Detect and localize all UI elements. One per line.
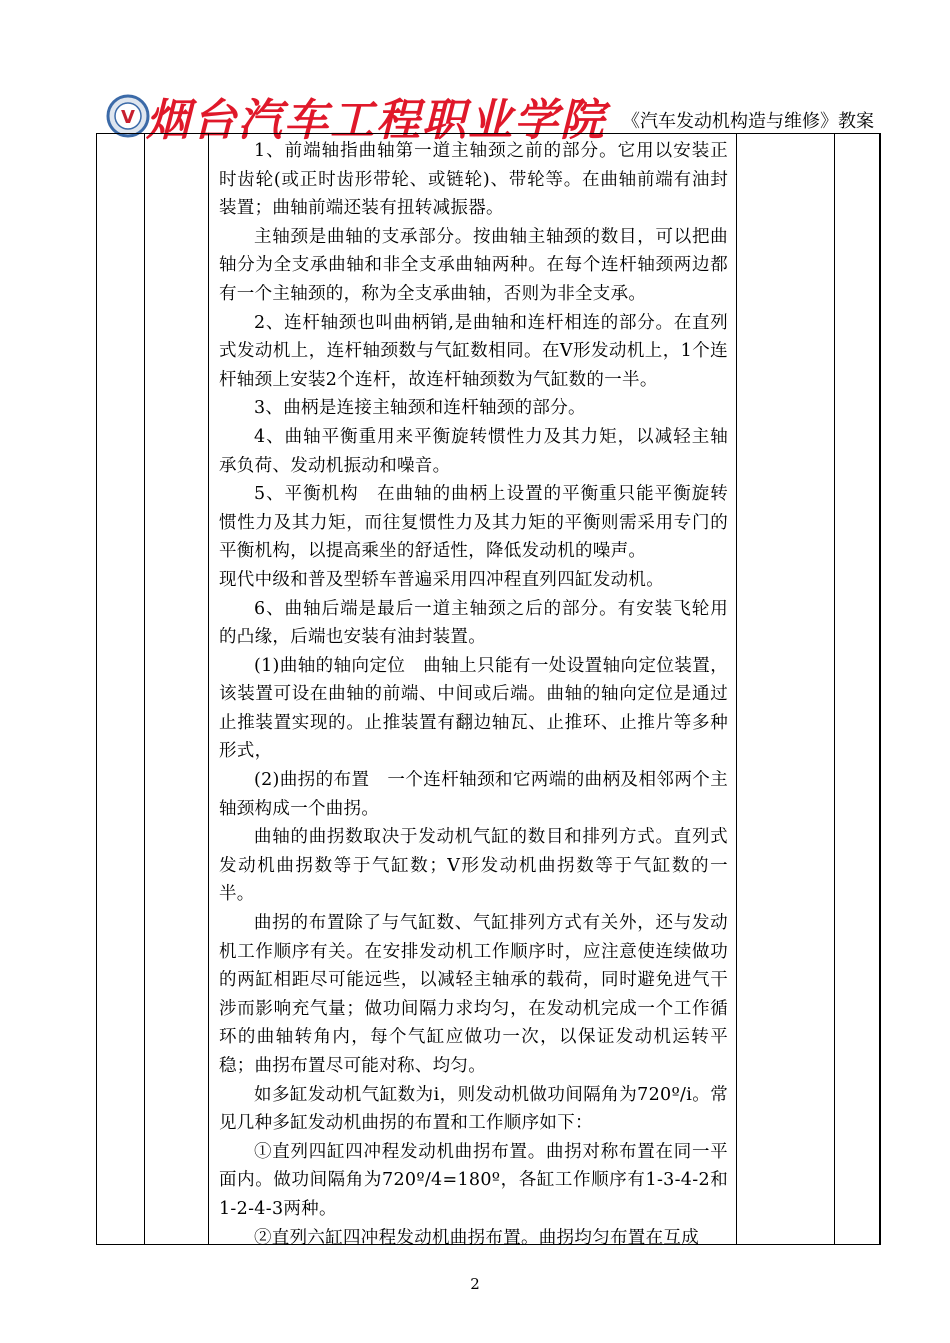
table-column-divider bbox=[736, 133, 737, 1245]
school-name-logo: 烟台汽车工程职业学院 bbox=[146, 95, 606, 146]
paragraph: 1、前端轴指曲轴第一道主轴颈之前的部分。它用以安装正时齿轮(或正时齿形带轮、或链轮)、带轮等。在曲轴前端有油封装置；曲轴前端还装有扭转减振器。 bbox=[219, 141, 728, 219]
paragraph: 6、曲轴后端是最后一道主轴颈之后的部分。有安装飞轮用的凸缘，后端也安装有油封装置。 bbox=[219, 598, 728, 648]
paragraph: (1)曲轴的轴向定位 曲轴上只能有一处设置轴向定位装置，该装置可设在曲轴的前端、中间或后端。曲轴的轴向定位是通过止推装置实现的。止推装置有翻边轴瓦、止推环、止推片等多种形式， bbox=[219, 655, 728, 762]
paragraph: 主轴颈是曲轴的支承部分。按曲轴主轴颈的数目，可以把曲轴分为全支承曲轴和非全支承曲轴两种。在每个连杆轴颈两边都有一个主轴颈的，称为全支承曲轴，否则为非全支承。 bbox=[219, 226, 728, 304]
paragraph: 现代中级和普及型轿车普遍采用四冲程直列四缸发动机。 bbox=[219, 569, 664, 590]
paragraph: 如多缸发动机气缸数为i，则发动机做功间隔角为720º/i。常见几种多缸发动机曲拐的布置和工作顺序如下： bbox=[219, 1084, 728, 1134]
table-column-divider bbox=[208, 133, 209, 1245]
paragraph: 曲拐的布置除了与气缸数、气缸排列方式有关外，还与发动机工作顺序有关。在安排发动机工作顺序时，应注意使连续做功的两缸相距尽可能远些，以减轻主轴承的载荷，同时避免进气干涉而影响充气量；做功间隔力求均匀，在发动机完成一个工作循环的曲轴转角内，每个气缸应做功一次，以保证发动机运转平稳；曲拐布置尽可能对称、均匀。 bbox=[219, 913, 728, 1076]
emblem-letter: V bbox=[121, 107, 135, 128]
paragraph: 5、平衡机构 在曲轴的曲柄上设置的平衡重只能平衡旋转惯性力及其力矩，而往复惯性力及其力矩的平衡则需采用专门的平衡机构，以提高乘坐的舒适性，降低发动机的噪声。 bbox=[219, 484, 728, 562]
paragraph: ②直列六缸四冲程发动机曲拐布置。曲拐均匀布置在互成 bbox=[254, 1227, 699, 1248]
school-emblem-icon bbox=[106, 94, 150, 138]
paragraph: ①直列四缸四冲程发动机曲拐布置。曲拐对称布置在同一平面内。做功间隔角为720º/4=180º，各缸工作顺序有1-3-4-2和1-2-4-3两种。 bbox=[219, 1141, 728, 1219]
paragraph: 4、曲轴平衡重用来平衡旋转惯性力及其力矩，以减轻主轴承负荷、发动机振动和噪音。 bbox=[219, 426, 728, 476]
content-column bbox=[219, 137, 728, 1252]
paragraph: (2)曲拐的布置 一个连杆轴颈和它两端的曲柄及相邻两个主轴颈构成一个曲拐。 bbox=[219, 770, 728, 819]
table-border-right bbox=[879, 133, 881, 1245]
document-title: 《汽车发动机构造与维修》教案 bbox=[622, 111, 874, 132]
page-number: 2 bbox=[470, 1275, 480, 1293]
paragraph: 2、连杆轴颈也叫曲柄销,是曲轴和连杆相连的部分。在直列式发动机上，连杆轴颈数与气缸数相同。在V形发动机上，1个连杆轴颈上安装2个连杆，故连杆轴颈数为气缸数的一半。 bbox=[219, 312, 728, 390]
table-column-divider bbox=[144, 133, 145, 1245]
table-border-left bbox=[96, 133, 97, 1245]
paragraph: 3、曲柄是连接主轴颈和连杆轴颈的部分。 bbox=[254, 398, 586, 419]
table-column-divider bbox=[834, 133, 835, 1245]
page-header bbox=[96, 86, 886, 146]
paragraph: 曲轴的曲拐数取决于发动机气缸的数目和排列方式。直列式发动机曲拐数等于气缸数；V形发动机曲拐数等于气缸数的一半。 bbox=[219, 827, 728, 905]
